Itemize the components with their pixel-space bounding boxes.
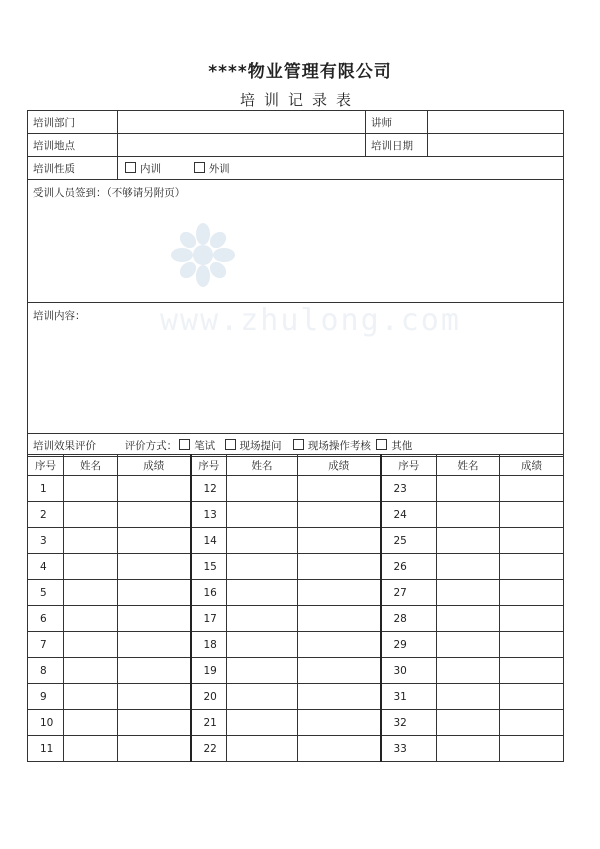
row-index: 12 (191, 476, 227, 502)
eval-written-label: 笔试 (194, 439, 216, 452)
name-cell[interactable] (437, 554, 500, 580)
training-info-table (27, 110, 564, 457)
row-index: 13 (191, 502, 227, 528)
signin-label: 受训人员签到：（不够请另附页） (33, 187, 186, 199)
row-index: 20 (191, 684, 227, 710)
table-row (28, 658, 564, 684)
name-cell[interactable] (227, 606, 298, 632)
score-cell[interactable] (118, 502, 191, 528)
score-cell[interactable] (500, 632, 564, 658)
row-index: 7 (28, 632, 64, 658)
name-cell[interactable] (437, 606, 500, 632)
row-index: 22 (191, 736, 227, 762)
name-cell[interactable] (64, 606, 118, 632)
table-row (28, 606, 564, 632)
row-index: 8 (28, 658, 64, 684)
row-index: 18 (191, 632, 227, 658)
header-score-3: 成绩 (500, 455, 564, 476)
eval-onsite-question-label: 现场提问 (239, 439, 282, 452)
row-index: 9 (28, 684, 64, 710)
score-cell[interactable] (500, 684, 564, 710)
score-cell[interactable] (298, 528, 381, 554)
table-row (28, 502, 564, 528)
name-cell[interactable] (64, 502, 118, 528)
row-index: 25 (381, 528, 437, 554)
score-cell[interactable] (298, 710, 381, 736)
row-index: 29 (381, 632, 437, 658)
row-index: 17 (191, 606, 227, 632)
score-cell[interactable] (118, 684, 191, 710)
row-index: 26 (381, 554, 437, 580)
row-index: 3 (28, 528, 64, 554)
table-row (28, 580, 564, 606)
score-cell[interactable] (500, 658, 564, 684)
header-name-2: 姓名 (227, 455, 298, 476)
eval-written-checkbox[interactable] (179, 439, 190, 450)
score-cell[interactable] (500, 580, 564, 606)
name-cell[interactable] (437, 710, 500, 736)
watermark-text: www.zhulong.com (160, 303, 461, 338)
header-index-1: 序号 (28, 455, 64, 476)
date-label: 培训日期 (366, 134, 428, 157)
score-cell[interactable] (118, 580, 191, 606)
row-index: 1 (28, 476, 64, 502)
dept-label: 培训部门 (28, 111, 118, 134)
name-cell[interactable] (64, 632, 118, 658)
score-cell[interactable] (298, 684, 381, 710)
score-cell[interactable] (118, 736, 191, 762)
row-index: 30 (381, 658, 437, 684)
score-cell[interactable] (118, 710, 191, 736)
name-cell[interactable] (227, 736, 298, 762)
score-cell[interactable] (298, 554, 381, 580)
row-index: 2 (28, 502, 64, 528)
name-cell[interactable] (64, 710, 118, 736)
score-cell[interactable] (118, 632, 191, 658)
name-cell[interactable] (227, 684, 298, 710)
signin-area[interactable] (28, 180, 564, 303)
name-cell[interactable] (227, 476, 298, 502)
row-index: 27 (381, 580, 437, 606)
header-score-1: 成绩 (118, 455, 191, 476)
lecturer-field[interactable] (428, 111, 564, 134)
row-index: 19 (191, 658, 227, 684)
nature-external-label: 外训 (208, 162, 230, 175)
lecturer-label: 讲师 (366, 111, 428, 134)
row-index: 23 (381, 476, 437, 502)
header-index-3: 序号 (381, 455, 437, 476)
roster-table (27, 454, 564, 762)
score-cell[interactable] (500, 736, 564, 762)
score-cell[interactable] (118, 528, 191, 554)
name-cell[interactable] (64, 554, 118, 580)
name-cell[interactable] (64, 580, 118, 606)
nature-internal-checkbox[interactable] (125, 162, 136, 173)
table-row (28, 632, 564, 658)
row-index: 10 (28, 710, 64, 736)
score-cell[interactable] (298, 632, 381, 658)
content-label: 培训内容： (33, 310, 86, 322)
name-cell[interactable] (227, 528, 298, 554)
row-index: 28 (381, 606, 437, 632)
eval-operation-checkbox[interactable] (293, 439, 304, 450)
name-cell[interactable] (437, 658, 500, 684)
name-cell[interactable] (64, 528, 118, 554)
score-cell[interactable] (118, 476, 191, 502)
row-index: 32 (381, 710, 437, 736)
eval-other-label: 其他 (391, 439, 413, 452)
score-cell[interactable] (298, 606, 381, 632)
table-row (28, 554, 564, 580)
row-index: 14 (191, 528, 227, 554)
name-cell[interactable] (64, 736, 118, 762)
name-cell[interactable] (227, 554, 298, 580)
score-cell[interactable] (298, 476, 381, 502)
location-field[interactable] (118, 134, 366, 157)
nature-options (118, 157, 564, 180)
date-field[interactable] (428, 134, 564, 157)
company-name: ****物业管理有限公司 (208, 62, 392, 82)
row-index: 15 (191, 554, 227, 580)
score-cell[interactable] (500, 502, 564, 528)
header-index-2: 序号 (191, 455, 227, 476)
score-cell[interactable] (500, 554, 564, 580)
score-cell[interactable] (500, 710, 564, 736)
score-cell[interactable] (500, 606, 564, 632)
score-cell[interactable] (118, 606, 191, 632)
name-cell[interactable] (227, 502, 298, 528)
location-label: 培训地点 (28, 134, 118, 157)
header-score-2: 成绩 (298, 455, 381, 476)
eval-method-label: 评价方式： (124, 439, 178, 452)
score-cell[interactable] (500, 528, 564, 554)
name-cell[interactable] (64, 476, 118, 502)
score-cell[interactable] (298, 502, 381, 528)
row-index: 6 (28, 606, 64, 632)
name-cell[interactable] (437, 632, 500, 658)
score-cell[interactable] (298, 736, 381, 762)
table-row (28, 710, 564, 736)
eval-operation-label: 现场操作考核 (307, 439, 371, 452)
table-row (28, 528, 564, 554)
name-cell[interactable] (227, 658, 298, 684)
row-index: 4 (28, 554, 64, 580)
score-cell[interactable] (298, 658, 381, 684)
score-cell[interactable] (118, 658, 191, 684)
row-index: 5 (28, 580, 64, 606)
row-index: 31 (381, 684, 437, 710)
table-row (28, 684, 564, 710)
name-cell[interactable] (437, 502, 500, 528)
form-title: 培训记录表 (239, 91, 360, 109)
score-cell[interactable] (500, 476, 564, 502)
row-index: 24 (381, 502, 437, 528)
table-row (28, 476, 564, 502)
name-cell[interactable] (227, 632, 298, 658)
dept-field[interactable] (118, 111, 366, 134)
name-cell[interactable] (437, 736, 500, 762)
name-cell[interactable] (227, 710, 298, 736)
table-row (28, 736, 564, 762)
eval-onsite-question-checkbox[interactable] (225, 439, 236, 450)
snowflake-watermark-icon (170, 222, 236, 288)
nature-label: 培训性质 (28, 157, 118, 180)
name-cell[interactable] (437, 684, 500, 710)
name-cell[interactable] (437, 476, 500, 502)
nature-internal-label: 内训 (140, 162, 161, 175)
header-name-3: 姓名 (437, 455, 500, 476)
name-cell[interactable] (227, 580, 298, 606)
evaluation-label: 培训效果评价 (33, 439, 96, 452)
name-cell[interactable] (437, 528, 500, 554)
name-cell[interactable] (64, 658, 118, 684)
name-cell[interactable] (437, 580, 500, 606)
row-index: 33 (381, 736, 437, 762)
row-index: 16 (191, 580, 227, 606)
eval-other-checkbox[interactable] (376, 439, 387, 450)
header-name-1: 姓名 (64, 455, 118, 476)
name-cell[interactable] (64, 684, 118, 710)
score-cell[interactable] (118, 554, 191, 580)
score-cell[interactable] (298, 580, 381, 606)
nature-external-checkbox[interactable] (194, 162, 205, 173)
row-index: 11 (28, 736, 64, 762)
row-index: 21 (191, 710, 227, 736)
